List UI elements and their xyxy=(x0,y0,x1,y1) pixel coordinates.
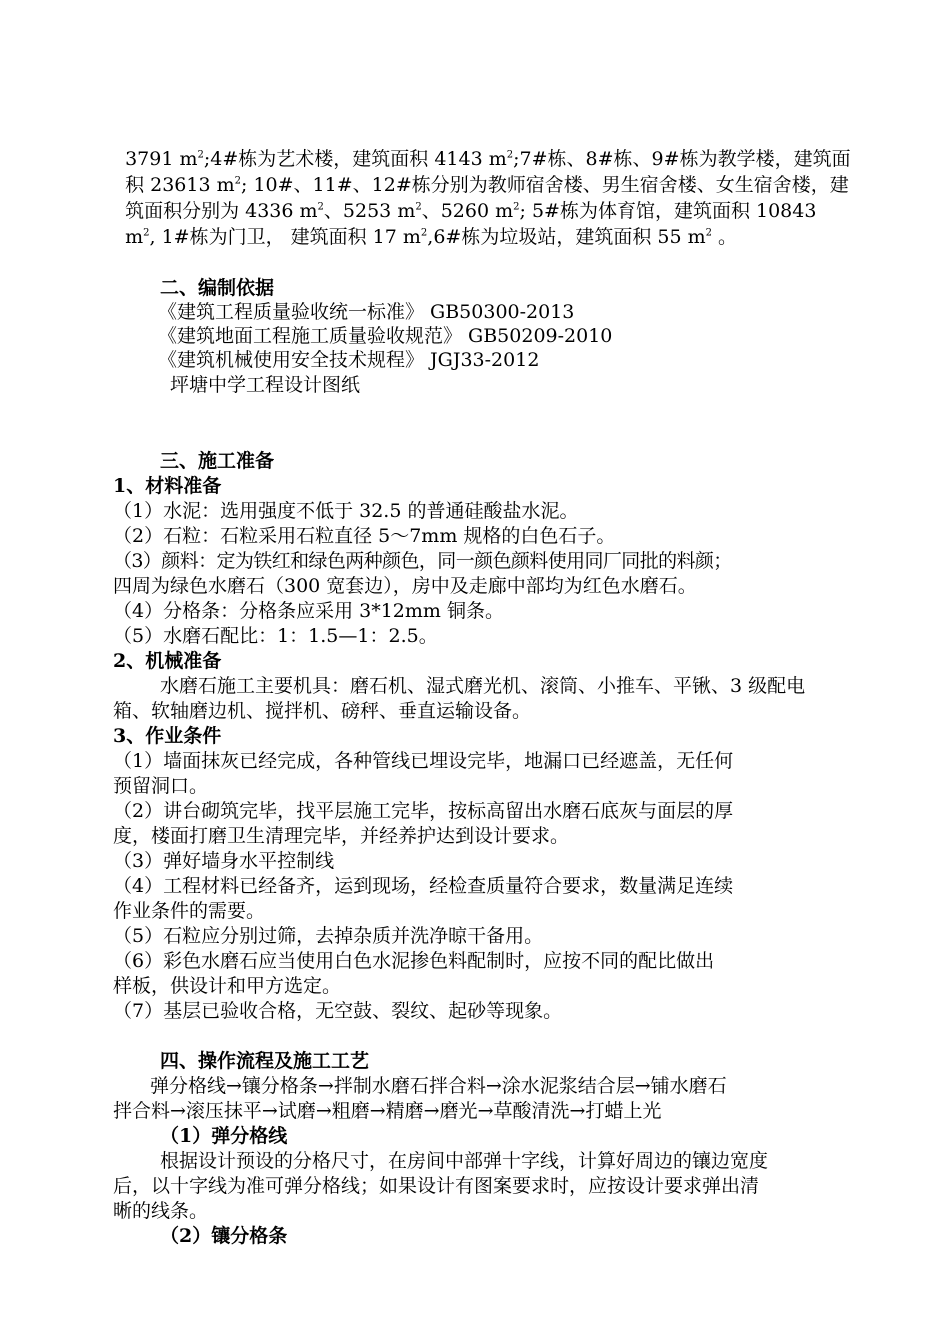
step-text: 根据设计预设的分格尺寸，在房间中部弹十字线，计算好周边的镶边宽度 xyxy=(160,1150,769,1172)
condition-item-cont: 样板，供设计和甲方选定。 xyxy=(113,975,342,997)
material-item: （1）水泥：选用强度不低于 32.5 的普通硅酸盐水泥。 xyxy=(113,500,579,522)
superscript: 2 xyxy=(705,227,712,239)
superscript: 2 xyxy=(506,149,514,161)
intro-text: ;7#栋、8#栋、9#栋为教学楼，建筑面 xyxy=(513,148,851,170)
section-heading-process: 四、操作流程及施工工艺 xyxy=(160,1050,370,1072)
intro-text: 积 23613 m xyxy=(125,174,235,196)
material-item: （5）水磨石配比：1：1.5—1：2.5。 xyxy=(113,625,438,647)
intro-text: 、5253 m xyxy=(323,200,416,222)
condition-item: （6）彩色水磨石应当使用白色水泥掺色料配制时，应按不同的配比做出 xyxy=(113,950,715,972)
intro-line-4 xyxy=(113,200,737,250)
material-item-cont: 四周为绿色水磨石（300 宽套边），房中及走廊中部均为红色水磨石。 xyxy=(113,575,697,597)
step-heading-snap-lines: （1）弹分格线 xyxy=(160,1125,288,1147)
machinery-text: 水磨石施工主要机具：磨石机、湿式磨光机、滚筒、小推车、平锹、3 级配电 xyxy=(160,675,806,697)
condition-item: （5）石粒应分别过筛，去掉杂质并洗净晾干备用。 xyxy=(113,925,544,947)
intro-text: ;4#栋为艺术楼，建筑面积 4143 m xyxy=(203,148,507,170)
section-heading-basis: 二、编制依据 xyxy=(160,277,275,299)
step-text: 后，以十字线为准可弹分格线；如果设计有图案要求时，应按设计要求弹出清 xyxy=(113,1175,760,1197)
material-item: （4）分格条：分格条应采用 3*12mm 铜条。 xyxy=(113,600,504,622)
condition-item-cont: 度，楼面打磨卫生清理完毕，并经养护达到设计要求。 xyxy=(113,825,570,847)
step-heading-divider-strips: （2）镶分格条 xyxy=(160,1225,288,1247)
step-text: 晰的线条。 xyxy=(113,1200,209,1222)
machinery-text: 箱、软轴磨边机、搅拌机、磅秤、垂直运输设备。 xyxy=(113,700,532,722)
subheading-conditions: 3、作业条件 xyxy=(113,725,222,747)
intro-text: , 1#栋为门卫， 建筑面积 17 m xyxy=(149,226,421,248)
intro-text: ; 5#栋为体育馆，建筑面积 10843 xyxy=(519,200,817,222)
subheading-machinery: 2、机械准备 xyxy=(113,650,222,672)
superscript: 2 xyxy=(513,201,520,213)
condition-item: （1）墙面抹灰已经完成，各种管线已埋设完毕，地漏口已经遮盖，无任何 xyxy=(113,750,734,772)
material-item: （3）颜料：定为铁红和绿色两种颜色，同一颜色颜料使用同厂同批的料颜； xyxy=(113,550,732,572)
intro-text: ; 10#、11#、12#栋分别为教师宿舍楼、男生宿舍楼、女生宿舍楼，建 xyxy=(241,174,849,196)
intro-text: 筑面积分别为 4336 m xyxy=(125,200,318,222)
process-flow-cont: 拌合料→滚压抹平→试磨→粗磨→精磨→磨光→草酸清洗→打蜡上光 xyxy=(113,1100,662,1122)
condition-item-cont: 作业条件的需要。 xyxy=(113,900,266,922)
condition-item: （3）弹好墙身水平控制线 xyxy=(113,850,335,872)
superscript: 2 xyxy=(420,227,428,239)
condition-item-cont: 预留洞口。 xyxy=(113,775,209,797)
reference-item: 坪塘中学工程设计图纸 xyxy=(170,374,361,396)
superscript: 2 xyxy=(143,227,150,239)
condition-item: （2）讲台砌筑完毕，找平层施工完毕，按标高留出水磨石底灰与面层的厚 xyxy=(113,800,734,822)
intro-text: ,6#栋为垃圾站，建筑面积 55 m xyxy=(427,226,706,248)
intro-text: m xyxy=(125,226,144,248)
condition-item: （7）基层已验收合格，无空鼓、裂纹、起砂等现象。 xyxy=(113,1000,563,1022)
section-heading-preparation: 三、施工准备 xyxy=(160,450,275,472)
intro-text: 3791 m xyxy=(125,148,198,170)
intro-text: 、5260 m xyxy=(421,200,514,222)
process-flow: 弹分格线→镶分格条→拌制水磨石拌合料→涂水泥浆结合层→铺水磨石 xyxy=(150,1075,727,1097)
superscript: 2 xyxy=(415,201,422,213)
reference-item: 《建筑工程质量验收统一标准》 GB50300-2013 xyxy=(158,301,575,323)
superscript: 2 xyxy=(234,175,242,187)
reference-item: 《建筑机械使用安全技术规程》 JGJ33-2012 xyxy=(158,349,540,371)
reference-item: 《建筑地面工程施工质量验收规范》 GB50209-2010 xyxy=(158,325,613,347)
material-item: （2）石粒：石粒采用石粒直径 5～7mm 规格的白色石子。 xyxy=(113,525,616,547)
subheading-materials: 1、材料准备 xyxy=(113,475,222,497)
superscript: 2 xyxy=(197,149,204,161)
condition-item: （4）工程材料已经备齐，运到现场，经检查质量符合要求，数量满足连续 xyxy=(113,875,734,897)
superscript: 2 xyxy=(317,201,324,213)
intro-text: 。 xyxy=(711,226,738,248)
